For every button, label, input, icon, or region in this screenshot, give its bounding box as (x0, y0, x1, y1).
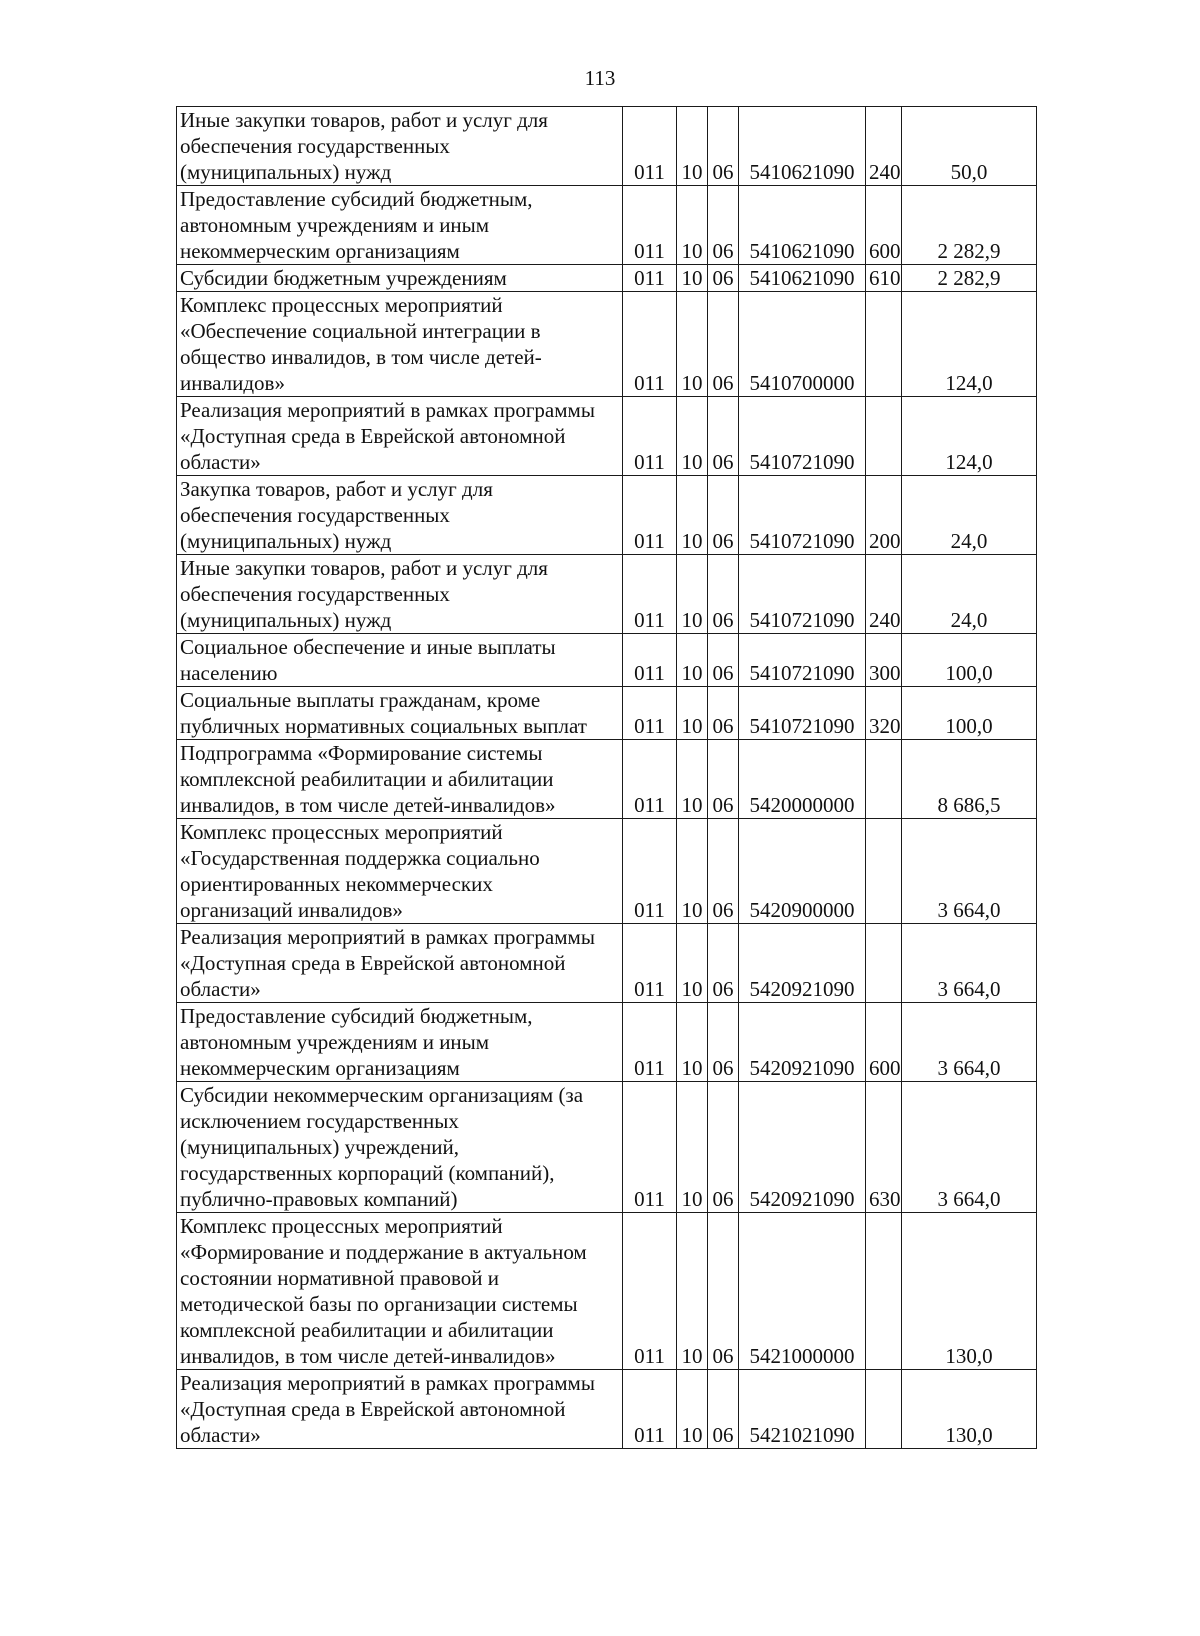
amount-cell: 124,0 (902, 397, 1037, 476)
subsection-code-cell: 06 (708, 740, 739, 819)
section-code-cell: 10 (677, 107, 708, 186)
row-name-cell: Подпрограмма «Формирование системы комплексной реабилитации и абилитации инвалидов, в том числе детей-инвалидов» (177, 740, 623, 819)
amount-cell: 130,0 (902, 1213, 1037, 1370)
row-name-cell: Предоставление субсидий бюджетным, автономным учреждениям и иным некоммерческим организациям (177, 186, 623, 265)
expense-type-cell (866, 1370, 902, 1449)
target-article-cell: 5420900000 (739, 819, 866, 924)
expense-type-cell (866, 397, 902, 476)
table-row (177, 397, 1037, 476)
amount-cell: 50,0 (902, 107, 1037, 186)
page-number: 113 (584, 66, 616, 90)
row-name-cell: Комплекс процессных мероприятий «Обеспечение социальной интеграции в общество инвалидов, в том числе детей- инвалидов» (177, 292, 623, 397)
expense-type-cell (866, 292, 902, 397)
subsection-code-cell: 06 (708, 397, 739, 476)
table-row (177, 292, 1037, 397)
row-name-cell: Реализация мероприятий в рамках программы «Доступная среда в Еврейской автономной области» (177, 1370, 623, 1449)
section-code-cell: 10 (677, 186, 708, 265)
subsection-code-cell: 06 (708, 1082, 739, 1213)
table-row (177, 687, 1037, 740)
section-code-cell: 10 (677, 1213, 708, 1370)
table-row (177, 476, 1037, 555)
row-name-cell: Реализация мероприятий в рамках программы «Доступная среда в Еврейской автономной области» (177, 924, 623, 1003)
amount-cell: 3 664,0 (902, 1082, 1037, 1213)
row-name-cell: Субсидии некоммерческим организациям (за исключением государственных (муниципальных) учреждений, государственных корпораций (компаний), публично-правовых компаний) (177, 1082, 623, 1213)
row-name-cell: Комплекс процессных мероприятий «Государственная поддержка социально ориентированных некоммерческих организаций инвалидов» (177, 819, 623, 924)
target-article-cell: 5410621090 (739, 265, 866, 292)
target-article-cell: 5410721090 (739, 634, 866, 687)
ministry-code-cell: 011 (623, 186, 677, 265)
section-code-cell: 10 (677, 397, 708, 476)
ministry-code-cell: 011 (623, 476, 677, 555)
table-row (177, 1370, 1037, 1449)
section-code-cell: 10 (677, 687, 708, 740)
row-name-cell: Реализация мероприятий в рамках программы «Доступная среда в Еврейской автономной области» (177, 397, 623, 476)
row-name-cell: Социальные выплаты гражданам, кроме публичных нормативных социальных выплат (177, 687, 623, 740)
row-name-cell: Социальное обеспечение и иные выплаты населению (177, 634, 623, 687)
expense-type-cell: 610 (866, 265, 902, 292)
table-row (177, 555, 1037, 634)
target-article-cell: 5420921090 (739, 924, 866, 1003)
target-article-cell: 5410621090 (739, 186, 866, 265)
section-code-cell: 10 (677, 924, 708, 1003)
section-code-cell: 10 (677, 740, 708, 819)
ministry-code-cell: 011 (623, 819, 677, 924)
ministry-code-cell: 011 (623, 1213, 677, 1370)
amount-cell: 3 664,0 (902, 924, 1037, 1003)
amount-cell: 2 282,9 (902, 265, 1037, 292)
expense-type-cell (866, 1213, 902, 1370)
amount-cell: 130,0 (902, 1370, 1037, 1449)
amount-cell: 100,0 (902, 634, 1037, 687)
amount-cell: 24,0 (902, 555, 1037, 634)
table-row (177, 924, 1037, 1003)
expense-type-cell: 240 (866, 555, 902, 634)
amount-cell: 24,0 (902, 476, 1037, 555)
ministry-code-cell: 011 (623, 634, 677, 687)
budget-table (176, 106, 1037, 1449)
table-row (177, 1082, 1037, 1213)
ministry-code-cell: 011 (623, 1082, 677, 1213)
table-body (177, 107, 1037, 1449)
target-article-cell: 5410721090 (739, 397, 866, 476)
target-article-cell: 5410621090 (739, 107, 866, 186)
row-name-cell: Комплекс процессных мероприятий «Формирование и поддержание в актуальном состоянии нормативной правовой и методической базы по организации системы комплексной реабилитации и абилитации инвалидов, в том числе детей-инвалидов» (177, 1213, 623, 1370)
subsection-code-cell: 06 (708, 265, 739, 292)
subsection-code-cell: 06 (708, 687, 739, 740)
table-row (177, 1003, 1037, 1082)
section-code-cell: 10 (677, 292, 708, 397)
ministry-code-cell: 011 (623, 265, 677, 292)
expense-type-cell: 300 (866, 634, 902, 687)
target-article-cell: 5410700000 (739, 292, 866, 397)
expense-type-cell: 240 (866, 107, 902, 186)
row-name-cell: Закупка товаров, работ и услуг для обеспечения государственных (муниципальных) нужд (177, 476, 623, 555)
amount-cell: 3 664,0 (902, 819, 1037, 924)
table-row (177, 107, 1037, 186)
subsection-code-cell: 06 (708, 107, 739, 186)
table-row (177, 819, 1037, 924)
target-article-cell: 5420000000 (739, 740, 866, 819)
section-code-cell: 10 (677, 555, 708, 634)
ministry-code-cell: 011 (623, 107, 677, 186)
subsection-code-cell: 06 (708, 476, 739, 555)
expense-type-cell (866, 740, 902, 819)
row-name-cell: Предоставление субсидий бюджетным, автономным учреждениям и иным некоммерческим организациям (177, 1003, 623, 1082)
target-article-cell: 5410721090 (739, 687, 866, 740)
expense-type-cell (866, 819, 902, 924)
target-article-cell: 5421000000 (739, 1213, 866, 1370)
subsection-code-cell: 06 (708, 1370, 739, 1449)
expense-type-cell: 600 (866, 186, 902, 265)
expense-type-cell (866, 924, 902, 1003)
amount-cell: 3 664,0 (902, 1003, 1037, 1082)
target-article-cell: 5420921090 (739, 1003, 866, 1082)
table-row (177, 740, 1037, 819)
ministry-code-cell: 011 (623, 924, 677, 1003)
table-row (177, 1213, 1037, 1370)
section-code-cell: 10 (677, 265, 708, 292)
subsection-code-cell: 06 (708, 1003, 739, 1082)
table-row (177, 265, 1037, 292)
ministry-code-cell: 011 (623, 740, 677, 819)
amount-cell: 100,0 (902, 687, 1037, 740)
section-code-cell: 10 (677, 1003, 708, 1082)
target-article-cell: 5421021090 (739, 1370, 866, 1449)
ministry-code-cell: 011 (623, 397, 677, 476)
ministry-code-cell: 011 (623, 1003, 677, 1082)
ministry-code-cell: 011 (623, 687, 677, 740)
expense-type-cell: 630 (866, 1082, 902, 1213)
target-article-cell: 5410721090 (739, 476, 866, 555)
amount-cell: 8 686,5 (902, 740, 1037, 819)
subsection-code-cell: 06 (708, 634, 739, 687)
target-article-cell: 5410721090 (739, 555, 866, 634)
section-code-cell: 10 (677, 1082, 708, 1213)
subsection-code-cell: 06 (708, 1213, 739, 1370)
section-code-cell: 10 (677, 634, 708, 687)
row-name-cell: Субсидии бюджетным учреждениям (177, 265, 623, 292)
ministry-code-cell: 011 (623, 555, 677, 634)
subsection-code-cell: 06 (708, 555, 739, 634)
expense-type-cell: 320 (866, 687, 902, 740)
section-code-cell: 10 (677, 819, 708, 924)
target-article-cell: 5420921090 (739, 1082, 866, 1213)
table-row (177, 634, 1037, 687)
subsection-code-cell: 06 (708, 819, 739, 924)
subsection-code-cell: 06 (708, 186, 739, 265)
section-code-cell: 10 (677, 476, 708, 555)
ministry-code-cell: 011 (623, 1370, 677, 1449)
row-name-cell: Иные закупки товаров, работ и услуг для обеспечения государственных (муниципальных) нужд (177, 555, 623, 634)
section-code-cell: 10 (677, 1370, 708, 1449)
row-name-cell: Иные закупки товаров, работ и услуг для обеспечения государственных (муниципальных) нужд (177, 107, 623, 186)
subsection-code-cell: 06 (708, 292, 739, 397)
table-row (177, 186, 1037, 265)
expense-type-cell: 200 (866, 476, 902, 555)
subsection-code-cell: 06 (708, 924, 739, 1003)
amount-cell: 124,0 (902, 292, 1037, 397)
amount-cell: 2 282,9 (902, 186, 1037, 265)
ministry-code-cell: 011 (623, 292, 677, 397)
expense-type-cell: 600 (866, 1003, 902, 1082)
